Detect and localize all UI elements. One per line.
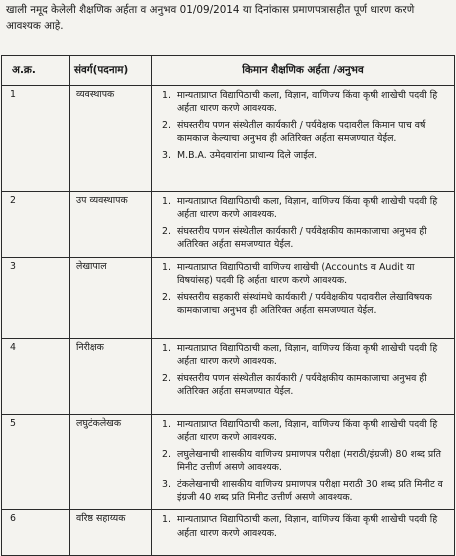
table-row	[2, 192, 455, 258]
qualification-item-number: 1.	[162, 343, 171, 354]
table-row	[2, 86, 455, 192]
post-name-cell: व्यवस्थापक	[70, 86, 152, 192]
qualification-item-text: लघुलेखनाची शासकीय वाणिज्य प्रमाणपत्र परीक्षा (मराठी/इंग्रजी) 80 शब्द प्रति मिनीट उत्तीर्ण असणे आवश्यक.	[177, 448, 442, 474]
qualification-item-text: संघस्तरीय सहकारी संस्थांमधे कार्यकारी / पर्यवेक्षकीय पदावरील लेखाविषयक कामकाजाचा अनुभव ही अतिरिक्त अर्हता समजण्यात येईल.	[177, 291, 432, 317]
table-header-row	[2, 56, 455, 86]
qualification-item-text: संघस्तरीय पणन संस्थेतील कार्यकारी / पर्यवेक्षक पदावरील किमान पाच वर्ष कामकाज केल्याचा अनुभव ही अतिरिक्त अर्हता समजण्यात येईल.	[177, 119, 426, 145]
qualification-item	[162, 261, 448, 288]
qualification-item-number: 2.	[162, 291, 171, 303]
qualification-cell	[152, 192, 455, 258]
qualification-item	[162, 291, 448, 318]
table-row	[2, 510, 455, 556]
qualification-item-text: M.B.A. उमेदवारांना प्राधान्य दिले जाईल.	[177, 149, 318, 161]
table-row	[2, 415, 455, 510]
post-name-cell: निरीक्षक	[70, 339, 152, 415]
qualification-item	[162, 149, 448, 162]
qualification-item-number: 1.	[162, 196, 171, 207]
qualification-list	[162, 195, 448, 252]
qualification-cell	[152, 415, 455, 510]
table-row	[2, 258, 455, 339]
serial-number-cell: 2	[2, 192, 70, 258]
header-post-name: संवर्ग(पदनाम)	[70, 56, 152, 86]
qualification-cell	[152, 339, 455, 415]
serial-number-cell: 3	[2, 258, 70, 339]
post-name-cell: लेखापाल	[70, 258, 152, 339]
qualification-item	[162, 513, 448, 540]
qualification-list	[162, 89, 448, 162]
qualification-item	[162, 225, 448, 252]
qualification-item-text: मान्यताप्राप्त विद्यापिठाची कला, विज्ञान, वाणिज्य किंवा कृषी शाखेची पदवी हि अर्हता धारण करणे आवश्यक.	[177, 90, 438, 115]
qualification-item	[162, 448, 448, 475]
qualification-item-text: संघस्तरीय पणन संस्थेतील कार्यकारी / पर्यवेक्षकीय कामकाजाचा अनुभव ही अतिरिक्त अर्हता समजण्यात येईल.	[177, 225, 427, 251]
qualification-list	[162, 418, 448, 504]
serial-number-cell: 4	[2, 339, 70, 415]
qualification-list	[162, 513, 448, 540]
qualification-item-number: 2.	[162, 119, 171, 131]
qualification-item	[162, 342, 448, 369]
qualification-item-number: 2.	[162, 372, 171, 384]
qualification-item-number: 3.	[162, 149, 171, 161]
serial-number-cell: 6	[2, 510, 70, 556]
header-qualification: किमान शैक्षणिक अर्हता /अनुभव	[152, 56, 455, 86]
header-serial-no: अ.क्र.	[2, 56, 70, 86]
qualification-item-number: 2.	[162, 448, 171, 460]
post-name-cell: लघुटंकलेखक	[70, 415, 152, 510]
qualification-item-text: संघस्तरीय पणन संस्थेतील कार्यकारी / पर्यवेक्षकीय कामकाजाचा अनुभव ही अतिरिक्त अर्हता समजण्यात येईल.	[177, 372, 427, 398]
qualification-cell	[152, 258, 455, 339]
qualification-item	[162, 478, 448, 505]
qualification-item-text: टंकलेखनाची शासकीय वाणिज्य प्रमाणपत्र परीक्षा मराठी 30 शब्द प्रति मिनीट व इंग्रजी 40 शब्द प्रति मिनीट उत्तीर्ण असणे आवश्यक.	[177, 478, 443, 504]
qualification-table	[1, 55, 455, 556]
qualification-item-number: 1.	[162, 262, 171, 273]
qualification-item	[162, 372, 448, 399]
qualification-item-number: 3.	[162, 478, 171, 490]
qualification-item-text: मान्यताप्राप्त विद्यापिठाची कला, विज्ञान, वाणिज्य किंवा कृषी शाखेची पदवी हि अर्हता धारण करणे आवश्यक.	[177, 514, 438, 539]
post-name-cell: वरिष्ठ सहाय्यक	[70, 510, 152, 556]
intro-paragraph: खाली नमूद केलेली शैक्षणिक अर्हता व अनुभव 01/09/2014 या दिनांकास प्रमाणपत्रासहीत पूर्ण धारण करणे आवश्यक आहे.	[6, 4, 415, 32]
qualification-item-text: मान्यताप्राप्त विद्यापिठाची वाणिज्य शाखेची (Accounts व Audit या विषयांसह) पदवी हि अर्हता धारण करणे आवश्यक.	[177, 262, 415, 287]
qualification-item-number: 1.	[162, 90, 171, 101]
qualification-list	[162, 342, 448, 399]
qualification-item	[162, 89, 448, 116]
qualification-cell	[152, 86, 455, 192]
qualification-item	[162, 195, 448, 222]
qualification-item-text: मान्यताप्राप्त विद्यापिठाची कला, विज्ञान, वाणिज्य किंवा कृषी शाखेची पदवी हि अर्हता धारण करणे आवश्यक.	[177, 419, 438, 444]
qualification-list	[162, 261, 448, 318]
qualification-item-number: 1.	[162, 419, 171, 430]
post-name-cell: उप व्यवस्थापक	[70, 192, 152, 258]
qualification-item-text: मान्यताप्राप्त विद्यापिठाची कला, विज्ञान, वाणिज्य किंवा कृषी शाखेची पदवी हि अर्हता धारण करणे आवश्यक.	[177, 343, 438, 368]
qualification-item-text: मान्यताप्राप्त विद्यापिठाची कला, विज्ञान, वाणिज्य किंवा कृषी शाखेची पदवी हि अर्हता धारण करणे आवश्यक.	[177, 196, 438, 221]
qualification-item	[162, 119, 448, 146]
qualification-item-number: 1.	[162, 514, 171, 526]
qualification-item	[162, 418, 448, 445]
serial-number-cell: 5	[2, 415, 70, 510]
table-row	[2, 339, 455, 415]
qualification-cell	[152, 510, 455, 556]
serial-number-cell: 1	[2, 86, 70, 192]
qualification-item-number: 2.	[162, 225, 171, 237]
